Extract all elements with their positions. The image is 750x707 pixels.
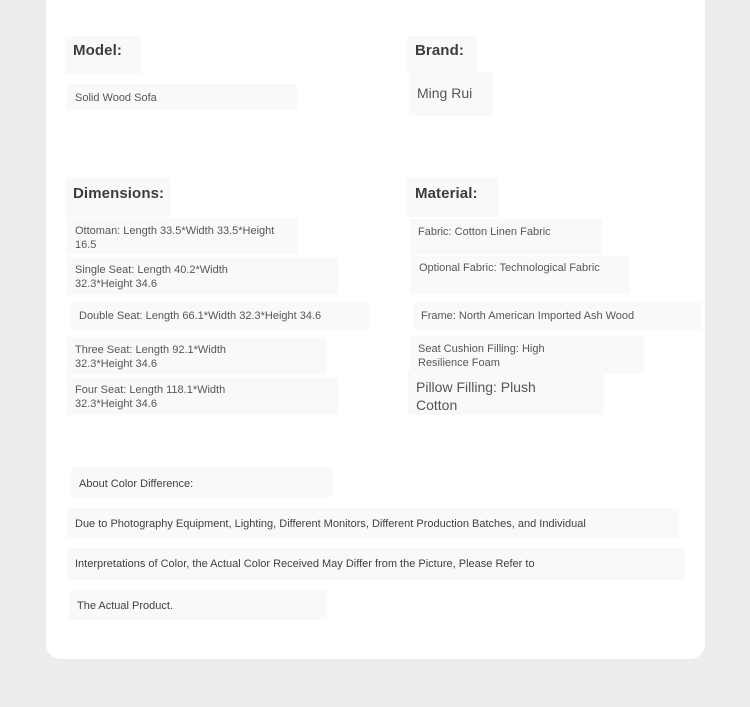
- model-value-text: Solid Wood Sofa: [75, 92, 157, 104]
- dimensions-label: [65, 177, 171, 217]
- color-difference-line-text: Due to Photography Equipment, Lighting, Different Monitors, Different Production Batches, and Individual: [75, 518, 586, 530]
- material-item-text: Optional Fabric: Technological Fabric: [419, 262, 600, 274]
- brand-label: [407, 36, 477, 74]
- dimension-item-ottoman: [67, 218, 298, 254]
- dimension-item-double-seat: [71, 302, 369, 330]
- model-value: [67, 84, 297, 110]
- model-label: [65, 36, 141, 74]
- color-difference-heading-text: About Color Difference:: [79, 478, 194, 490]
- dimension-item-text: Single Seat: Length 40.2*Width 32.3*Height 34.6: [75, 264, 228, 290]
- material-item-seat-cushion: [410, 336, 644, 374]
- dimension-item-text: Double Seat: Length 66.1*Width 32.3*Height 34.6: [79, 310, 322, 322]
- dimension-item-three-seat: [67, 337, 327, 375]
- color-difference-line-text: The Actual Product.: [77, 600, 173, 612]
- material-item-pillow-filling: [408, 371, 604, 415]
- material-item-text: Pillow Filling: Plush Cotton: [416, 379, 536, 413]
- color-difference-line: [69, 590, 327, 620]
- brand-value-text: Ming Rui: [417, 85, 473, 101]
- material-item-text: Frame: North American Imported Ash Wood: [421, 310, 635, 322]
- dimension-item-text: Three Seat: Length 92.1*Width 32.3*Height 34.6: [75, 344, 227, 370]
- material-item-optional-fabric: [411, 256, 629, 294]
- dimension-item-four-seat: [67, 377, 339, 415]
- brand-value: [409, 72, 493, 116]
- material-item-text: Fabric: Cotton Linen Fabric: [418, 226, 551, 238]
- color-difference-line: [67, 508, 679, 538]
- dimensions-label-text: Dimensions:: [73, 185, 165, 202]
- brand-label-text: Brand:: [415, 42, 464, 59]
- product-spec-card: [46, 0, 705, 659]
- color-difference-line: [67, 548, 685, 580]
- color-difference-heading: [71, 467, 333, 497]
- dimension-item-text: Four Seat: Length 118.1*Width 32.3*Height 34.6: [75, 384, 226, 410]
- material-item-text: Seat Cushion Filling: High Resilience Foam: [418, 343, 545, 369]
- material-label-text: Material:: [415, 185, 478, 202]
- color-difference-line-text: Interpretations of Color, the Actual Color Received May Differ from the Picture, Please Refer to: [75, 558, 535, 570]
- dimension-item-single-seat: [67, 257, 339, 295]
- dimension-item-text: Ottoman: Length 33.5*Width 33.5*Height 16.5: [75, 225, 275, 251]
- material-label: [407, 177, 499, 217]
- material-item-fabric: [410, 219, 602, 255]
- material-item-frame: [413, 302, 701, 330]
- model-label-text: Model:: [73, 42, 122, 59]
